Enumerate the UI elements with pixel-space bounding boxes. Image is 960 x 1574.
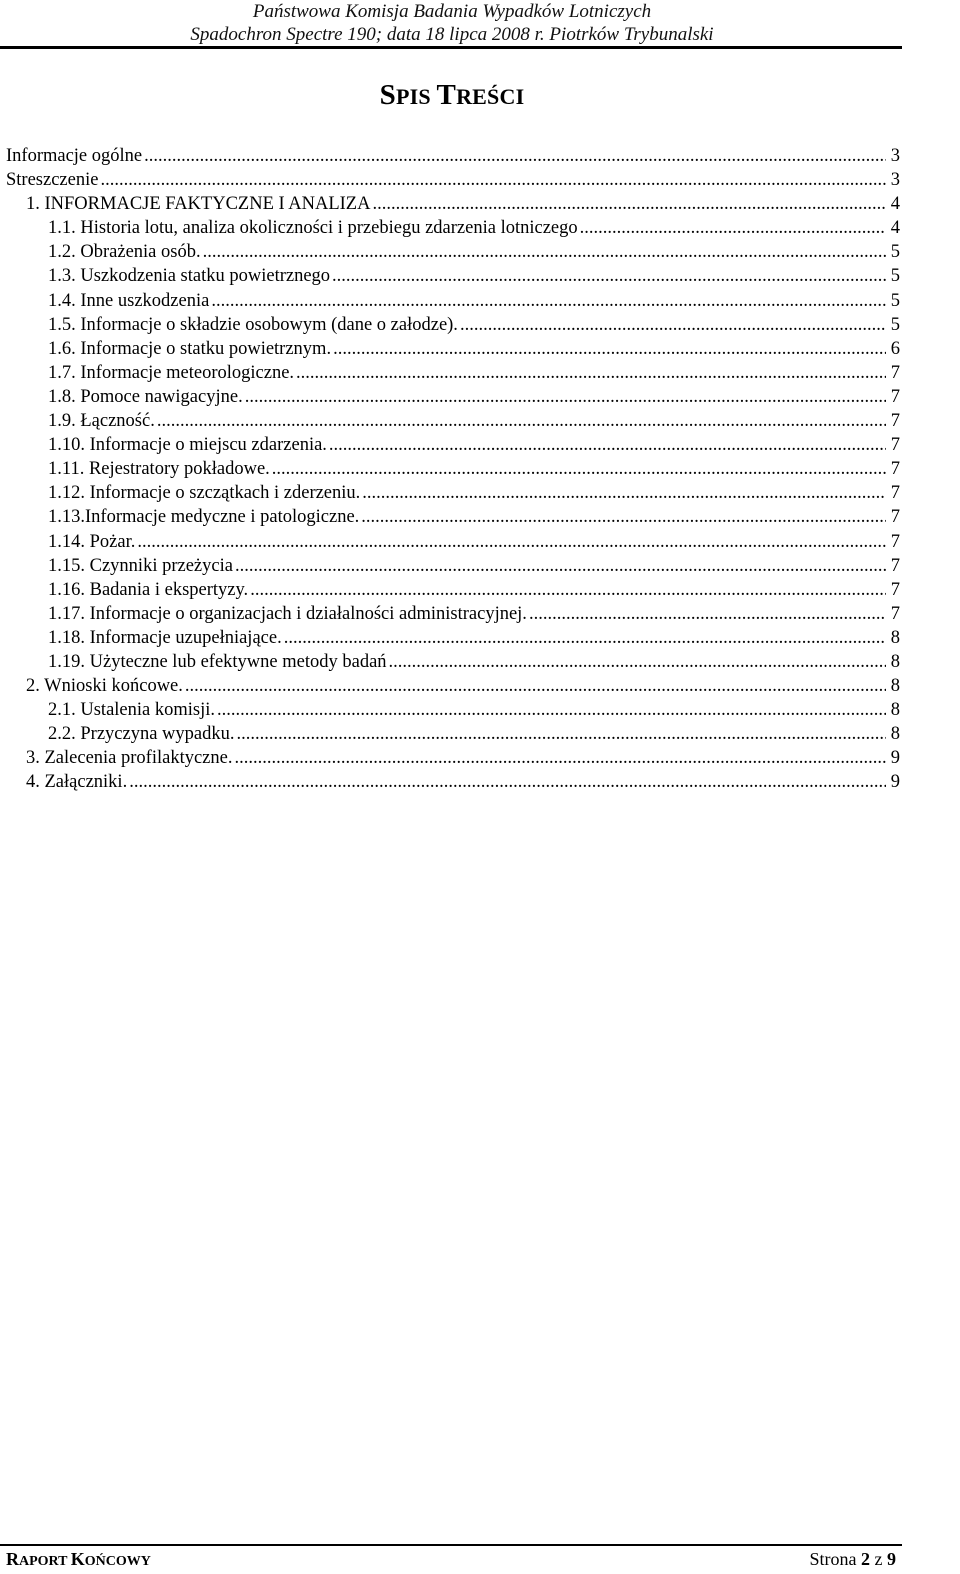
toc-entry-page: 7 xyxy=(890,555,900,576)
toc-entry-label: 1.2. Obrażenia osób. xyxy=(48,242,201,263)
toc-entry[interactable] xyxy=(0,746,900,770)
toc-entry[interactable] xyxy=(0,168,900,192)
toc-entry[interactable] xyxy=(0,457,900,481)
toc-entry-page: 8 xyxy=(890,724,900,745)
page-number xyxy=(810,1547,897,1571)
toc-entry[interactable] xyxy=(0,554,900,578)
toc-entry-page: 7 xyxy=(890,531,900,552)
toc-entry[interactable] xyxy=(0,240,900,264)
toc-leader-dots xyxy=(203,240,886,264)
toc-leader-dots xyxy=(234,746,886,770)
toc-entry-label: 1.15. Czynniki przeżycia xyxy=(48,555,233,576)
toc-entry-label: 1.16. Badania i ekspertyzy. xyxy=(48,579,249,600)
toc-entry[interactable] xyxy=(0,385,900,409)
toc-entry-page: 6 xyxy=(890,338,900,359)
toc-entry-page: 7 xyxy=(890,483,900,504)
toc-entry[interactable] xyxy=(0,626,900,650)
toc-entry-page: 8 xyxy=(890,676,900,697)
toc-leader-dots xyxy=(137,530,886,554)
toc-entry-page: 5 xyxy=(890,242,900,263)
toc-leader-dots xyxy=(235,554,886,578)
toc-entry[interactable] xyxy=(0,144,900,168)
page-footer xyxy=(0,1544,960,1571)
title-t-cap: T xyxy=(436,79,457,111)
toc-entry-page: 8 xyxy=(890,627,900,648)
toc-entry-page: 5 xyxy=(890,266,900,287)
toc-entry-label: 2.1. Ustalenia komisji. xyxy=(48,700,215,721)
toc-entry-page: 5 xyxy=(890,314,900,335)
header-organization: Państwowa Komisja Badania Wypadków Lotniczych xyxy=(252,1,652,22)
toc-entry-label: 1.17. Informacje o organizacjach i działalności administracyjnej. xyxy=(48,603,527,624)
toc-leader-dots xyxy=(211,289,886,313)
toc-entry-page: 9 xyxy=(890,748,900,769)
toc-leader-dots xyxy=(217,698,886,722)
toc-entry-label: Streszczenie xyxy=(6,170,99,191)
toc-entry-page: 8 xyxy=(890,651,900,672)
toc-entry-label: 1.14. Pożar. xyxy=(48,531,136,552)
toc-entry-label: 3. Zalecenia profilaktyczne. xyxy=(26,748,233,769)
toc-leader-dots xyxy=(144,144,886,168)
toc-entry-label: 1.1. Historia lotu, analiza okoliczności i przebiegu zdarzenia lotniczego xyxy=(48,218,578,239)
title-s-cap: S xyxy=(379,79,396,111)
toc-entry-label: 1.11. Rejestratory pokładowe. xyxy=(48,459,270,480)
toc-leader-dots xyxy=(245,385,886,409)
toc-entry-label: 1.18. Informacje uzupełniające. xyxy=(48,627,282,648)
toc-entry-label: 1.4. Inne uszkodzenia xyxy=(48,290,210,311)
toc-entry-page: 7 xyxy=(890,579,900,600)
footer-title-k: K xyxy=(70,1549,85,1569)
toc-entry-page: 9 xyxy=(890,772,900,793)
toc-entry[interactable] xyxy=(0,530,900,554)
toc-entry-page: 5 xyxy=(890,290,900,311)
toc-entry-label: Informacje ogólne xyxy=(6,146,143,166)
toc-entry-page: 3 xyxy=(890,146,900,166)
toc-leader-dots xyxy=(329,433,886,457)
toc-entry-label: 1. INFORMACJE FAKTYCZNE I ANALIZA xyxy=(26,194,371,215)
header-divider xyxy=(0,46,902,49)
toc-leader-dots xyxy=(333,337,886,361)
toc-entry-page: 7 xyxy=(890,411,900,432)
toc-entry-page: 4 xyxy=(890,218,900,239)
toc-entry[interactable] xyxy=(0,409,900,433)
toc-entry[interactable] xyxy=(0,361,900,385)
toc-entry-label: 1.5. Informacje o składzie osobowym (dane o załodze). xyxy=(48,314,458,335)
page-number-total: 9 xyxy=(887,1549,896,1569)
toc-leader-dots xyxy=(529,602,886,626)
toc-leader-dots xyxy=(580,216,886,240)
toc-entry[interactable] xyxy=(0,674,900,698)
toc-entry-page: 3 xyxy=(890,170,900,191)
title-t-rest: REŚCI xyxy=(456,84,525,109)
toc-entry[interactable] xyxy=(0,481,900,505)
footer-title-oncowy: OŃCOWY xyxy=(84,1554,151,1569)
page-number-separator: z xyxy=(870,1549,887,1569)
toc-entry[interactable] xyxy=(0,602,900,626)
toc-entry[interactable] xyxy=(0,505,900,529)
toc-entry[interactable] xyxy=(0,313,900,337)
toc-leader-dots xyxy=(157,409,886,433)
toc-entry[interactable] xyxy=(0,289,900,313)
toc-leader-dots xyxy=(460,313,886,337)
toc-entry[interactable] xyxy=(0,722,900,746)
toc-entry-label: 1.12. Informacje o szczątkach i zderzeniu. xyxy=(48,483,361,504)
toc-entry[interactable] xyxy=(0,578,900,602)
toc-entry-label: 1.9. Łączność. xyxy=(48,411,155,432)
footer-title-r: R xyxy=(6,1549,19,1569)
toc-entry[interactable] xyxy=(0,698,900,722)
footer-title-aport: APORT xyxy=(19,1554,71,1569)
toc-entry-label: 4. Załączniki. xyxy=(26,772,128,793)
toc-leader-dots xyxy=(272,457,886,481)
toc-leader-dots xyxy=(250,578,886,602)
toc-entry-page: 8 xyxy=(890,700,900,721)
toc-entry-page: 7 xyxy=(890,362,900,383)
toc-leader-dots xyxy=(284,626,886,650)
title-s-rest: PIS xyxy=(396,84,437,109)
toc-entry-label: 1.8. Pomoce nawigacyjne. xyxy=(48,386,243,407)
toc-entry-label: 1.7. Informacje meteorologiczne. xyxy=(48,362,295,383)
toc-leader-dots xyxy=(129,770,886,794)
toc-entry-page: 7 xyxy=(890,435,900,456)
toc-entry-page: 4 xyxy=(890,194,900,215)
toc-leader-dots xyxy=(361,505,886,529)
toc-entry-label: 2. Wnioski końcowe. xyxy=(26,676,183,697)
toc-leader-dots xyxy=(332,264,886,288)
toc-entry[interactable] xyxy=(0,650,900,674)
toc-entry-label: 1.10. Informacje o miejscu zdarzenia. xyxy=(48,435,327,456)
toc-leader-dots xyxy=(362,481,886,505)
toc-entry-page: 7 xyxy=(890,459,900,480)
toc-entry-label: 1.19. Użyteczne lub efektywne metody badań xyxy=(48,651,387,672)
toc-entry[interactable] xyxy=(0,264,900,288)
toc-leader-dots xyxy=(185,674,886,698)
page-header xyxy=(0,0,960,50)
toc-leader-dots xyxy=(296,361,886,385)
toc-leader-dots xyxy=(372,192,886,216)
toc-entry-page: 7 xyxy=(890,507,900,528)
page-number-prefix: Strona xyxy=(809,1549,861,1569)
toc-entry[interactable] xyxy=(0,192,900,216)
header-report-subject: Spadochron Spectre 190; data 18 lipca 2008 r. Piotrków Trybunalski xyxy=(190,24,714,45)
table-of-contents xyxy=(0,144,900,795)
toc-entry[interactable] xyxy=(0,216,900,240)
toc-leader-dots xyxy=(237,722,887,746)
toc-leader-dots xyxy=(100,168,886,192)
page-title xyxy=(0,78,904,114)
toc-entry[interactable] xyxy=(0,770,900,794)
toc-leader-dots xyxy=(389,650,886,674)
toc-entry-page: 7 xyxy=(890,603,900,624)
toc-entry-label: 1.3. Uszkodzenia statku powietrznego xyxy=(48,266,331,287)
footer-divider xyxy=(0,1544,902,1546)
toc-entry-label: 1.6. Informacje o statku powietrznym. xyxy=(48,338,332,359)
page-number-current: 2 xyxy=(861,1549,870,1569)
footer-report-title xyxy=(6,1547,151,1574)
toc-entry-label: 1.13.Informacje medyczne i patologiczne. xyxy=(48,507,360,528)
toc-entry-label: 2.2. Przyczyna wypadku. xyxy=(48,724,235,745)
toc-entry[interactable] xyxy=(0,433,900,457)
toc-entry-page: 7 xyxy=(890,386,900,407)
toc-entry[interactable] xyxy=(0,337,900,361)
